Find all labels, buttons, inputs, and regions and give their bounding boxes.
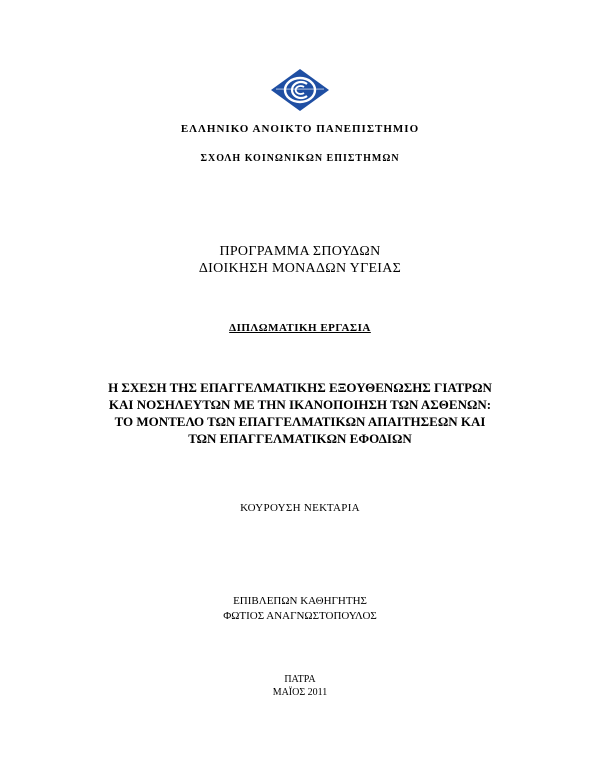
thesis-type: ΔΙΠΛΩΜΑΤΙΚΗ ΕΡΓΑΣΙΑ [229, 322, 371, 334]
university-name: ΕΛΛΗΝΙΚΟ ΑΝΟΙΚΤΟ ΠΑΝΕΠΙΣΤΗΜΙΟ [180, 123, 420, 135]
program-name: ΔΙΟΙΚΗΣΗ ΜΟΝΑΔΩΝ ΥΓΕΙΑΣ [198, 261, 402, 276]
thesis-title-line: ΤΟ ΜΟΝΤΕΛΟ ΤΩΝ ΕΠΑΓΓΕΛΜΑΤΙΚΩΝ ΑΠΑΙΤΗΣΕΩΝ ΚΑΙ [114, 414, 486, 429]
city: ΠΑΤΡΑ [284, 674, 316, 685]
thesis-title-line: ΤΩΝ ΕΠΑΓΓΕΛΜΑΤΙΚΩΝ ΕΦΟΔΙΩΝ [188, 431, 412, 446]
supervisor-label: ΕΠΙΒΛΕΠΩΝ ΚΑΘΗΓΗΤΗΣ [233, 595, 367, 607]
thesis-title-line: ΚΑΙ ΝΟΣΗΛΕΥΤΩΝ ΜΕ ΤΗΝ ΙΚΑΝΟΠΟΙΗΣΗ ΤΩΝ ΑΣΘΕΝΩΝ: [108, 397, 492, 412]
author-name: ΚΟΥΡΟΥΣΗ ΝΕΚΤΑΡΙΑ [240, 502, 360, 514]
date: ΜΑΪΟΣ 2011 [272, 687, 328, 698]
university-logo-icon [270, 68, 330, 112]
school-name: ΣΧΟΛΗ ΚΟΙΝΩΝΙΚΩΝ ΕΠΙΣΤΗΜΩΝ [200, 153, 400, 164]
supervisor-name: ΦΩΤΙΟΣ ΑΝΑΓΝΩΣΤΟΠΟΥΛΟΣ [223, 610, 377, 622]
program-heading: ΠΡΟΓΡΑΜΜΑ ΣΠΟΥΔΩΝ [219, 244, 381, 259]
thesis-title-line: Η ΣΧΕΣΗ ΤΗΣ ΕΠΑΓΓΕΛΜΑΤΙΚΗΣ ΕΞΟΥΘΕΝΩΣΗΣ ΓΙΑΤΡΩΝ [108, 380, 492, 395]
